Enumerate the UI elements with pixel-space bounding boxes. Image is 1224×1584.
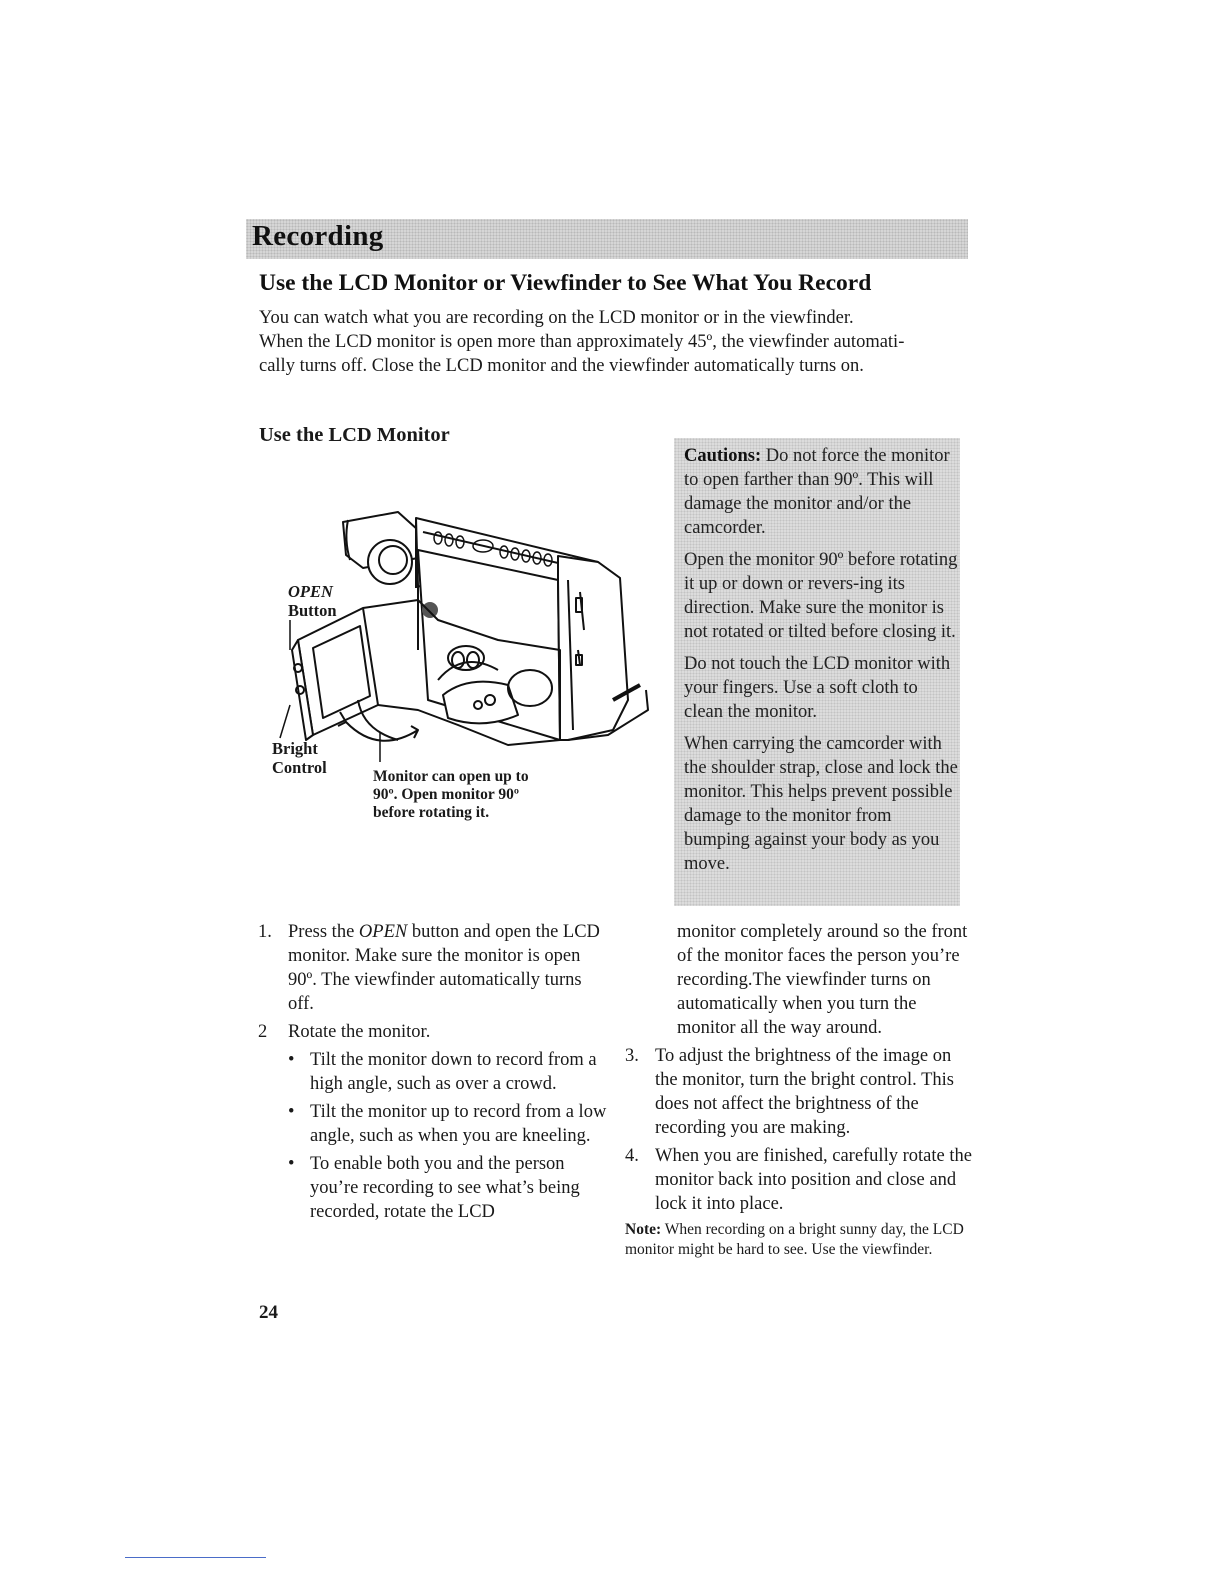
bullet-continuation: monitor completely around so the front of the monitor faces the person you’re recording.The viewfinder turns on automatically when you turn the monitor all the way around.: [677, 922, 968, 1038]
step-number: 2: [258, 1022, 268, 1042]
open-italic: OPEN: [358, 922, 408, 942]
monitor-caption-line: 90º. Open monitor 90º: [373, 786, 520, 803]
monitor-caption: [373, 768, 529, 822]
bright-control-label: [272, 739, 327, 777]
step-number: 3.: [625, 1046, 639, 1066]
step-4: [625, 1144, 975, 1216]
monitor-caption-line: before rotating it.: [373, 804, 490, 821]
bullet-item: [258, 1100, 610, 1148]
page-number: 24: [259, 1302, 278, 1323]
caution-text: Do not force the monitor to open farther than 90º. This will damage the monitor and/or the camcorder.: [684, 446, 950, 538]
bullet-item: [258, 1048, 610, 1096]
section-title: Recording: [252, 220, 384, 252]
cautions-box: [674, 438, 960, 906]
step-text: To adjust the brightness of the image on the monitor, turn the bright control. This does not affect the brightness of the recording you are making.: [655, 1046, 954, 1138]
open-label-italic: OPEN: [288, 582, 333, 601]
steps-left-column: [258, 920, 610, 1228]
intro-paragraph: [259, 306, 979, 378]
caution-paragraph: Do not touch the LCD monitor with your fingers. Use a soft cloth to clean the monitor.: [684, 654, 951, 722]
step-number: 1.: [258, 922, 272, 942]
step-number: 4.: [625, 1146, 639, 1166]
bullet-item: [258, 1152, 610, 1224]
intro-line: You can watch what you are recording on the LCD monitor or in the viewfinder.: [259, 308, 854, 328]
bright-label-line: Bright: [272, 739, 318, 758]
monitor-caption-line: Monitor can open up to: [373, 768, 529, 785]
caution-paragraph: When carrying the camcorder with the shoulder strap, close and lock the monitor. This helps prevent possible damage to the monitor from bumping against your body as you move.: [684, 734, 958, 874]
bullet-dot: •: [288, 1050, 295, 1070]
bullet-dot: •: [288, 1154, 295, 1174]
caution-paragraph: Open the monitor 90º before rotating it up or down or revers-ing its direction. Make sure the monitor is not rotated or tilted before closing it.: [684, 550, 958, 642]
note-text: When recording on a bright sunny day, the LCD monitor might be hard to see. Use the viewfinder.: [625, 1221, 964, 1258]
bullet-text: Tilt the monitor up to record from a low angle, such as when you are kneeling.: [310, 1102, 607, 1146]
step-text: When you are finished, carefully rotate the monitor back into position and close and lock it into place.: [655, 1146, 972, 1214]
intro-line: cally turns off. Close the LCD monitor and the viewfinder automatically turns on.: [259, 356, 864, 376]
step-2: [258, 1020, 610, 1044]
step-3: [625, 1044, 975, 1140]
open-button-label: [288, 582, 337, 620]
footer-rule: [125, 1557, 266, 1558]
camcorder-illustration: [268, 500, 658, 770]
page-heading: Use the LCD Monitor or Viewfinder to See What You Record: [259, 270, 872, 296]
bright-label-line: Control: [272, 758, 327, 777]
step-text: Rotate the monitor.: [288, 1022, 431, 1042]
step-text: button and open the LCD monitor. Make sure the monitor is open 90º. The viewfinder automatically turns off.: [288, 922, 600, 1014]
subheading: Use the LCD Monitor: [259, 424, 450, 446]
note: [625, 1220, 975, 1260]
bullet-text: To enable both you and the person you’re recording to see what’s being recorded, rotate the LCD: [310, 1154, 580, 1222]
cautions-label: Cautions:: [684, 446, 762, 466]
steps-right-column: [625, 920, 975, 1260]
open-label-button: Button: [288, 601, 337, 620]
step-text: Press the: [288, 922, 359, 942]
note-label: Note:: [625, 1221, 662, 1238]
bullet-text: Tilt the monitor down to record from a high angle, such as over a crowd.: [310, 1050, 597, 1094]
intro-line: When the LCD monitor is open more than approximately 45º, the viewfinder automati-: [259, 332, 905, 352]
caution-paragraph: [684, 444, 960, 540]
bullet-dot: •: [288, 1102, 295, 1122]
step-1: [258, 920, 610, 1016]
